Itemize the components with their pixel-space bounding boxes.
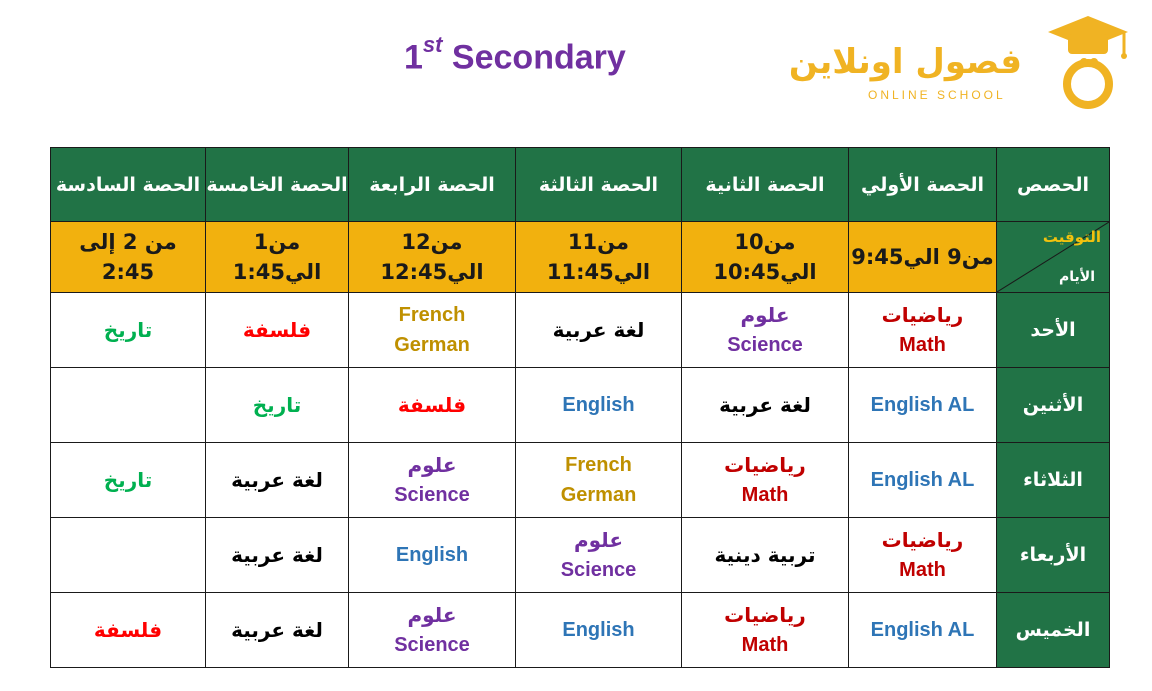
header-corner: الحصص bbox=[997, 148, 1110, 222]
period-1-header: الحصة الأولي bbox=[849, 148, 997, 222]
day-row-sunday bbox=[51, 293, 1110, 368]
class-cell: English bbox=[516, 593, 682, 668]
period-4-header: الحصة الرابعة bbox=[349, 148, 516, 222]
page-title: 1st Secondary bbox=[404, 32, 626, 77]
time-slot: من12 الي12:45 bbox=[349, 222, 516, 293]
class-cell: English bbox=[349, 518, 516, 593]
class-cell: تاريخ bbox=[51, 443, 206, 518]
time-slot: من11 الي11:45 bbox=[516, 222, 682, 293]
class-cell: رياضيات Math bbox=[849, 293, 997, 368]
day-label: الأحد bbox=[997, 293, 1110, 368]
day-row-wednesday bbox=[51, 518, 1110, 593]
class-cell: لغة عربية bbox=[516, 293, 682, 368]
period-3-header: الحصة الثالثة bbox=[516, 148, 682, 222]
header-row bbox=[51, 148, 1110, 222]
timing-row bbox=[51, 222, 1110, 293]
class-cell: علوم Science bbox=[349, 593, 516, 668]
day-label: الثلاثاء bbox=[997, 443, 1110, 518]
days-label: الأيام bbox=[1059, 269, 1095, 285]
class-cell: تاريخ bbox=[206, 368, 349, 443]
class-cell: رياضيات Math bbox=[849, 518, 997, 593]
class-cell: لغة عربية bbox=[206, 443, 349, 518]
class-cell: تربية دينية bbox=[682, 518, 849, 593]
time-slot: من10 الي10:45 bbox=[682, 222, 849, 293]
class-cell bbox=[51, 368, 206, 443]
class-cell: لغة عربية bbox=[206, 518, 349, 593]
timing-days-corner bbox=[997, 222, 1110, 293]
period-2-header: الحصة الثانية bbox=[682, 148, 849, 222]
day-label: الخميس bbox=[997, 593, 1110, 668]
day-row-monday bbox=[51, 368, 1110, 443]
class-cell: علوم Science bbox=[349, 443, 516, 518]
day-label: الأربعاء bbox=[997, 518, 1110, 593]
class-cell bbox=[51, 518, 206, 593]
class-cell: فلسفة bbox=[206, 293, 349, 368]
day-row-thursday bbox=[51, 593, 1110, 668]
class-cell: English bbox=[516, 368, 682, 443]
class-cell: English AL bbox=[849, 593, 997, 668]
time-slot: من9 الي9:45 bbox=[849, 222, 997, 293]
class-cell: رياضيات Math bbox=[682, 443, 849, 518]
class-cell: English AL bbox=[849, 443, 997, 518]
class-cell: فلسفة bbox=[349, 368, 516, 443]
class-cell: تاريخ bbox=[51, 293, 206, 368]
class-cell: لغة عربية bbox=[682, 368, 849, 443]
class-cell: علوم Science bbox=[682, 293, 849, 368]
period-5-header: الحصة الخامسة bbox=[206, 148, 349, 222]
time-slot: من 2 إلى 2:45 bbox=[51, 222, 206, 293]
class-cell: رياضيات Math bbox=[682, 593, 849, 668]
logo-arabic-text: فصول اونلاين bbox=[788, 42, 1022, 82]
timing-label: التوقيت bbox=[1042, 228, 1101, 246]
schedule-table bbox=[50, 147, 1110, 668]
class-cell: French German bbox=[349, 293, 516, 368]
time-slot: من1 الي1:45 bbox=[206, 222, 349, 293]
class-cell: English AL bbox=[849, 368, 997, 443]
graduation-cap-icon bbox=[1046, 14, 1130, 110]
online-school-logo bbox=[788, 14, 1130, 110]
logo-english-text: ONLINE SCHOOL bbox=[868, 88, 1006, 102]
class-cell: لغة عربية bbox=[206, 593, 349, 668]
class-cell: French German bbox=[516, 443, 682, 518]
day-label: الأثنين bbox=[997, 368, 1110, 443]
day-row-tuesday bbox=[51, 443, 1110, 518]
period-6-header: الحصة السادسة bbox=[51, 148, 206, 222]
class-cell: فلسفة bbox=[51, 593, 206, 668]
class-cell: علوم Science bbox=[516, 518, 682, 593]
